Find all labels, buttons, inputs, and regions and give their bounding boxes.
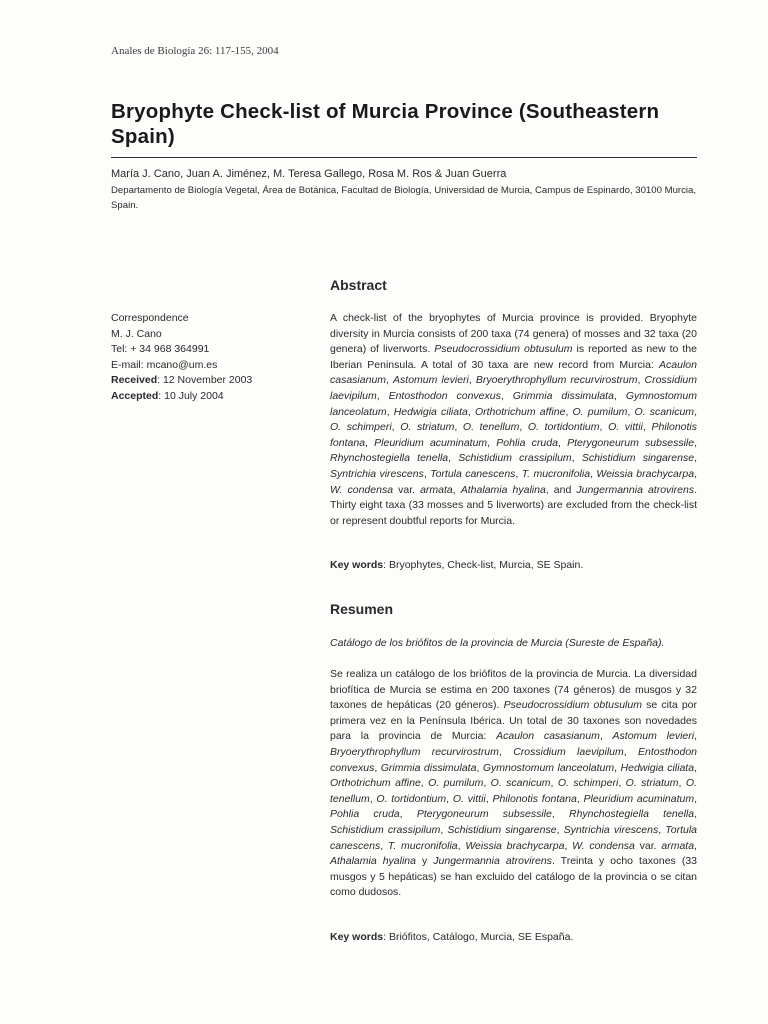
text-run: , <box>576 792 584 805</box>
text-run: , <box>642 421 652 434</box>
taxon-name: Grimmia dissimulata <box>380 761 477 774</box>
text-run: var. <box>393 483 421 496</box>
taxon-name: Syntrichia virescens <box>563 823 659 836</box>
correspondence-name: M. J. Cano <box>111 327 162 340</box>
taxon-name: O. tortidontium <box>527 421 600 434</box>
text-run: y <box>415 855 434 868</box>
taxon-name: Astomum levieri <box>612 730 695 743</box>
text-run: , <box>369 792 377 805</box>
taxon-name: Hedwigia ciliata <box>620 761 695 774</box>
received-label: Received <box>111 374 158 387</box>
taxon-name: Pohlia cruda <box>330 808 400 821</box>
taxon-name: Rhynchostegiella tenella <box>568 808 695 821</box>
accepted-label: Accepted <box>111 389 159 402</box>
text-run: A check-list of the bryophytes of Murcia province is provided. Bryophyte diversity in Murcia consists of 200 taxa (74 genera) of mosses and 32 taxa (20 genera) of liverworts. <box>330 312 697 356</box>
text-run: , <box>386 405 394 418</box>
text-run: , <box>590 467 597 480</box>
text-run: , <box>452 483 461 496</box>
text-run: , <box>565 405 573 418</box>
abstract-body <box>330 311 697 529</box>
taxon-name: Schistidium crassipilum <box>330 823 441 836</box>
text-run: , and <box>545 483 577 496</box>
resumen-subtitle: Catálogo de los briófitos de la provincia de Murcia (Sureste de España). <box>330 637 665 649</box>
taxon-name: O. striatum <box>400 421 455 434</box>
text-run: , <box>448 452 459 465</box>
text-run: , <box>694 405 697 418</box>
taxon-name: Jungermannia atrovirens <box>576 483 695 496</box>
text-run: , <box>694 467 697 480</box>
taxon-name: Athalamia hyalina <box>460 483 546 496</box>
text-run: , <box>386 374 394 387</box>
text-run: , <box>694 730 697 743</box>
text-run: , <box>678 777 686 790</box>
text-run: , <box>487 436 497 449</box>
taxon-name: Tortula canescens <box>430 467 516 480</box>
authors: María J. Cano, Juan A. Jiménez, M. Teresa Gallego, Rosa M. Ros & Juan Guerra <box>111 168 507 180</box>
taxon-name: Orthotrichum affine <box>474 405 566 418</box>
abstract-keywords-value: : Bryophytes, Check-list, Murcia, SE Spain. <box>383 559 584 571</box>
text-run: is reported as new to the Iberian Peninsula. A total of 30 taxa are new record from Murcia: <box>330 343 697 371</box>
text-run: se cita por primera vez en la Península Ibérica. Un total de 30 taxones son novedades para la provincia de Murcia: <box>330 699 697 743</box>
taxon-name: Philonotis fontana <box>330 421 698 449</box>
text-run: , <box>515 467 522 480</box>
text-run: , <box>556 823 564 836</box>
taxon-name: O. tenellum <box>462 421 520 434</box>
received-line <box>111 373 311 389</box>
taxon-name: O. pumilum <box>572 405 628 418</box>
taxon-name: Weissia brachycarpa <box>596 467 695 480</box>
text-run: , <box>420 777 429 790</box>
text-run: , <box>694 808 698 821</box>
taxon-name: Acaulon casasianum <box>496 730 600 743</box>
text-run: , <box>613 389 626 402</box>
taxon-name: O. vittii <box>608 421 643 434</box>
correspondence-heading: Correspondence <box>111 312 189 324</box>
text-run: , <box>694 436 698 449</box>
text-run: , <box>551 808 569 821</box>
received-value: : 12 November 2003 <box>157 374 253 387</box>
taxon-name: O. vittii <box>452 792 486 805</box>
text-run: , <box>694 452 697 465</box>
correspondence-email: E-mail: mcano@um.es <box>111 358 218 371</box>
taxon-name: T. mucronifolia <box>387 839 458 852</box>
taxon-name: Tortula canescens <box>330 823 698 852</box>
taxon-name: Hedwigia ciliata <box>393 405 468 418</box>
taxon-name: Orthotrichum affine <box>330 777 421 790</box>
taxon-name: Pterygoneurum subsessile <box>567 436 695 449</box>
resumen-keywords-value: : Briófitos, Catálogo, Murcia, SE España. <box>383 931 574 943</box>
text-run: , <box>376 389 389 402</box>
text-run: , <box>564 839 573 852</box>
taxon-name: Athalamia hyalina <box>330 855 416 868</box>
taxon-name: O. tenellum <box>330 777 697 805</box>
affiliation: Departamento de Biología Vegetal, Área de Botánica, Facultad de Biología, Universidad de Murcia, Campus de Espinardo, 30100 Murcia, Spain. <box>111 185 697 211</box>
text-run: Se realiza un catálogo de los briófitos de la provincia de Murcia. La diversidad briofítica de Murcia se estima en 200 taxones (74 géneros) de musgos y 32 taxones de hepáticas (20 géneros). <box>330 668 697 712</box>
resumen-body <box>330 667 697 901</box>
taxon-name: Entosthodon convexus <box>330 745 697 774</box>
text-run: , <box>618 777 626 790</box>
text-run: , <box>599 421 609 434</box>
abstract-heading: Abstract <box>330 277 387 293</box>
taxon-name: Gymnostomum lanceolatum <box>330 389 697 418</box>
taxon-name: Jungermannia atrovirens <box>433 855 552 868</box>
taxon-name: Schistidium singarense <box>581 452 695 465</box>
text-run: , <box>550 777 558 790</box>
text-run: , <box>500 389 513 402</box>
taxon-name: Pseudocrossidium obtusulum <box>434 343 573 356</box>
paper-title: Bryophyte Check-list of Murcia Province (Southeastern Spain) <box>111 100 660 148</box>
taxon-name: Crossidium laevipilum <box>513 745 624 758</box>
accepted-line <box>111 389 311 405</box>
text-run: . Thirty eight taxa (33 mosses and 5 liverworts) are excluded from the check-list or represent doubtful reports for Murcia. <box>330 483 697 527</box>
text-run: , <box>599 730 613 743</box>
taxon-name: O. scanicum <box>490 777 551 790</box>
journal-citation: Anales de Biología 26: 117-155, 2004 <box>111 45 279 57</box>
resumen-heading: Resumen <box>330 601 394 617</box>
taxon-name: Pterygoneurum subsessile <box>416 808 552 821</box>
taxon-name: T. mucronifolia <box>521 467 591 480</box>
taxon-name: Gymnostomum lanceolatum <box>482 761 615 774</box>
text-run: , <box>391 421 401 434</box>
text-run: , <box>399 808 417 821</box>
text-run: , <box>423 467 431 480</box>
text-run: , <box>380 839 388 852</box>
taxon-name: Pleuridium acuminatum <box>583 792 695 805</box>
taxon-name: armata <box>661 839 695 852</box>
taxon-name: O. schimperi <box>557 777 619 790</box>
taxon-name: armata <box>420 483 453 496</box>
text-run: . Treinta y ocho taxones (33 musgos y 5 hepáticas) se han excluido del catálogo de la provincia o se citan como dudosos. <box>330 855 697 899</box>
taxon-name: Rhynchostegiella tenella <box>330 452 449 465</box>
taxon-name: Acaulon casasianum <box>330 358 697 387</box>
text-run: , <box>623 745 639 758</box>
text-run: var. <box>634 839 662 852</box>
text-run: , <box>483 777 491 790</box>
correspondence-tel: Tel: + 34 968 364991 <box>111 343 210 356</box>
text-run: , <box>374 761 381 774</box>
correspondence-block <box>111 311 311 405</box>
accepted-value: : 10 July 2004 <box>158 389 224 402</box>
text-run: , <box>440 823 448 836</box>
resumen-keywords-label: Key words <box>330 931 384 943</box>
taxon-name: O. striatum <box>625 777 679 790</box>
taxon-name: W. condensa <box>330 483 394 496</box>
text-run: , <box>694 839 697 852</box>
taxon-name: Pseudocrossidium obtusulum <box>503 699 642 712</box>
text-run: , <box>694 792 698 805</box>
text-run: , <box>637 374 645 387</box>
text-run: , <box>519 421 528 434</box>
text-run: , <box>571 452 582 465</box>
taxon-name: Schistidium crassipilum <box>458 452 572 465</box>
taxon-name: Pleuridium acuminatum <box>374 436 488 449</box>
text-run: , <box>627 405 635 418</box>
title-rule <box>111 157 697 158</box>
taxon-name: Bryoerythrophyllum recurvirostrum <box>330 745 499 758</box>
taxon-name: Weissia brachycarpa <box>465 839 565 852</box>
text-run: , <box>468 374 476 387</box>
text-run: , <box>485 792 493 805</box>
text-run: , <box>658 823 666 836</box>
taxon-name: Pohlia cruda <box>496 436 558 449</box>
taxon-name: Astomum levieri <box>393 374 469 387</box>
taxon-name: Schistidium singarense <box>447 823 557 836</box>
text-run: , <box>467 405 475 418</box>
taxon-name: W. condensa <box>572 839 635 852</box>
taxon-name: Grimmia dissimulata <box>512 389 614 402</box>
taxon-name: Crossidium laevipilum <box>330 374 698 402</box>
abstract-keywords <box>330 558 583 574</box>
taxon-name: Syntrichia virescens <box>330 467 424 480</box>
text-run: , <box>365 436 375 449</box>
abstract-keywords-label: Key words <box>330 559 384 571</box>
taxon-name: Entosthodon convexus <box>388 389 501 402</box>
taxon-name: O. tortidontium <box>376 792 447 805</box>
text-run: , <box>457 839 466 852</box>
taxon-name: Bryoerythrophyllum recurvirostrum <box>475 374 638 387</box>
text-run: , <box>694 761 697 774</box>
taxon-name: Philonotis fontana <box>492 792 577 805</box>
text-run: , <box>498 745 514 758</box>
resumen-keywords <box>330 930 573 946</box>
taxon-name: O. schimperi <box>330 421 392 434</box>
text-run: , <box>476 761 483 774</box>
text-run: , <box>614 761 621 774</box>
text-run: , <box>446 792 453 805</box>
taxon-name: O. scanicum <box>634 405 695 418</box>
taxon-name: O. pumilum <box>428 777 484 790</box>
text-run: , <box>454 421 463 434</box>
text-run: , <box>557 436 568 449</box>
